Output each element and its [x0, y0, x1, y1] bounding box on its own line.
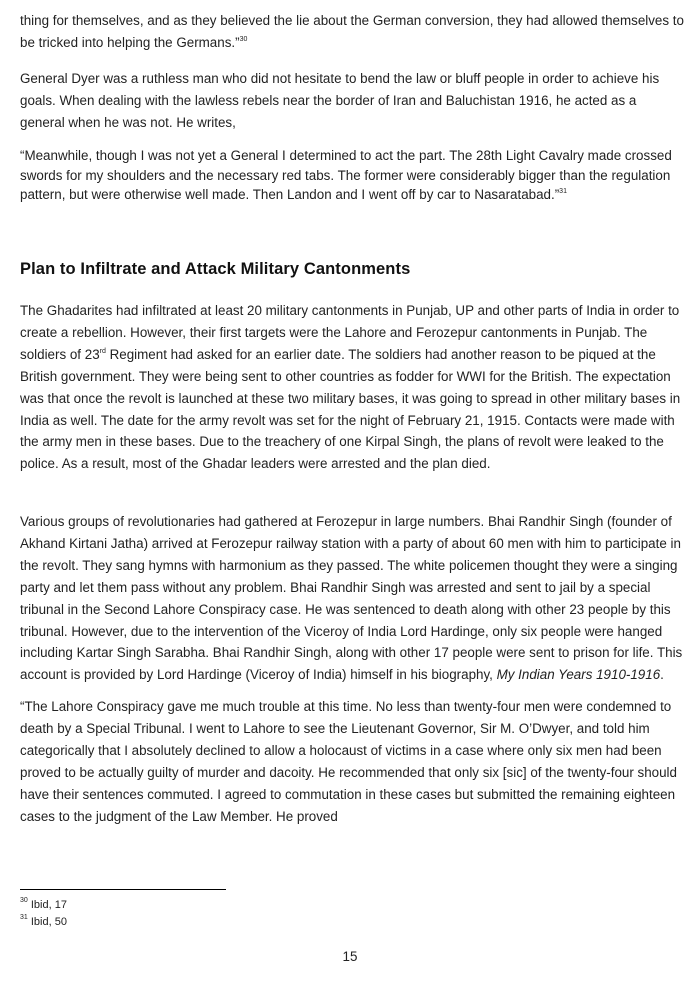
- footnote-ref-31: 31: [559, 188, 567, 195]
- footnote-divider: [20, 889, 226, 890]
- section-heading: Plan to Infiltrate and Attack Military Cantonments: [20, 260, 411, 278]
- paragraph-2: General Dyer was a ruthless man who did not hesitate to bend the law or bluff people in order to achieve his goals. When dealing with the lawless rebels near the border of Iran and Baluchistan 1916, he acted as a general when he was not. He writes,: [20, 71, 660, 130]
- ordinal-superscript: rd: [99, 347, 106, 355]
- footnote-30: $^{30}$ Ibid, 17: [20, 897, 67, 911]
- paragraph-4: Various groups of revolutionaries had gathered at Ferozepur in large numbers. Bhai Randhir Singh (founder of Akhand Kirtani Jatha) arrived at Ferozepur railway station with a party of about 60 men with him to participate in the revolt. They sang hymns with harmonium as they passed. The white policemen thought they were a singing party and let them pass without any problem. Bhai Randhir Singh was arrested and sent to jail by a special tribunal in the Second Lahore Conspiracy case. He was sentenced to death along with other 23 people by this tribunal. However, due to the intervention of the Viceroy of India Lord Hardinge, only six people were hanged including Kartar Singh Sarabha. Bhai Randhir Singh, along with other 17 people were sent to prison for life. This account is provided by Lord Hardinge (Viceroy of India) himself in his biography, My Indian Years 1910-1916.: [20, 514, 683, 683]
- footnote-ref-30: 30: [239, 35, 248, 43]
- paragraph-1: thing for themselves, and as they believed the lie about the German conversion, they had allowed themselves to be tricked into helping the Germans.”$^{30}$: [20, 13, 684, 50]
- page-number: 15: [342, 949, 358, 964]
- quote-paragraph-2: “The Lahore Conspiracy gave me much trouble at this time. No less than twenty-four men were condemned to death by a Special Tribunal. I went to Lahore to see the Lieutenant Governor, Sir M. O’Dwyer, and told him categorically that I absolutely declined to allow a holocaust of victims in a case where only six men had been proved to be actually guilty of murder and dacoity. He recommended that only six [sic] of the twenty-four should have their sentences commuted. I agreed to commutation in these cases but submitted the remaining eighteen cases to the judgment of the Law Member. He proved: [20, 699, 677, 824]
- book-title: My Indian Years 1910-1916: [496, 667, 661, 683]
- paragraph-3: The Ghadarites had infiltrated at least 20 military cantonments in Punjab, UP and other parts of India in order to create a rebellion. However, their first targets were the Lahore and Ferozepur cantonments in Punjab. The soldiers of 23rd Regiment had asked for an earlier date. The soldiers had another reason to be piqued at the British government. They were being sent to other countries as fodder for WWI for the British. The expectation was that once the revolt is launched at these two military bases, it was going to spread in other military bases in India as well. The date for the army revolt was set for the night of February 21, 1915. Contacts were made with the army men in these bases. Due to the treachery of one Kirpal Singh, the plans of revolt were leaked to the police. As a result, most of the Ghadar leaders were arrested and the plan died.: [20, 303, 681, 472]
- quote-paragraph-1: “Meanwhile, though I was not yet a General I determined to act the part. The 28th Light Cavalry made crossed swords for my shoulders and the necessary red tabs. The former were considerably bigger than the regulation pattern, but were otherwise well made. Then Landon and I went off by car to Nasaratabad.”$^{31}$: [20, 148, 672, 202]
- footnote-31: $^{31}$ Ibid, 50: [20, 914, 67, 928]
